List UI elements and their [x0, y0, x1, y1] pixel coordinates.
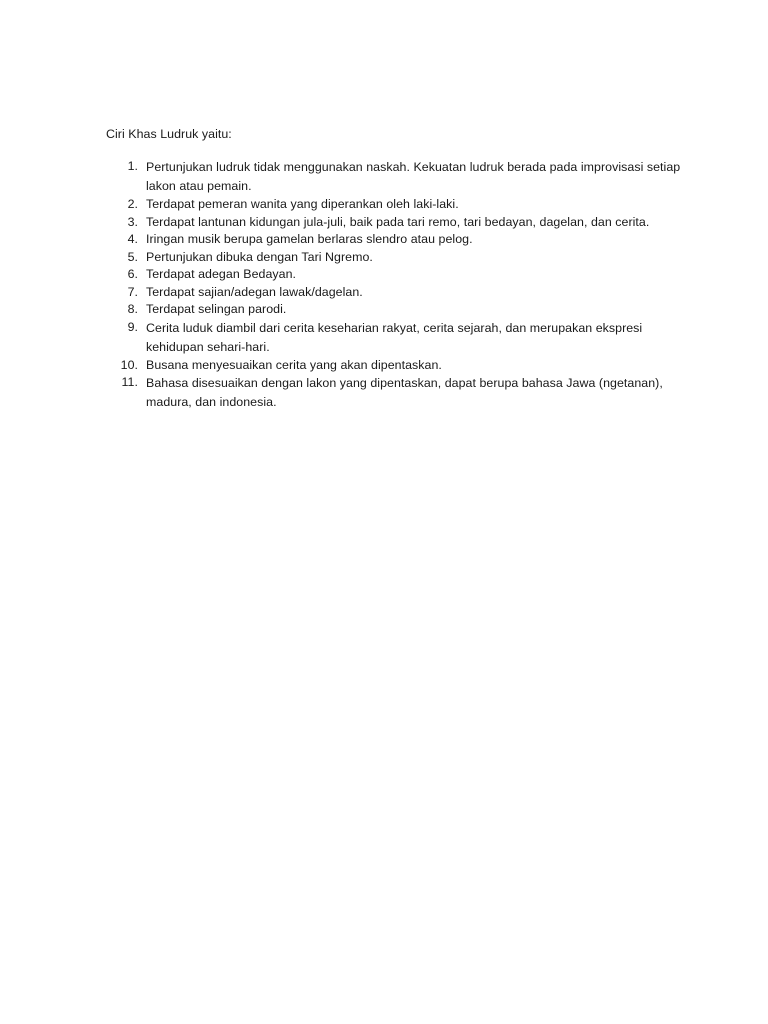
list-item-text: Busana menyesuaikan cerita yang akan dipentaskan.: [146, 357, 442, 372]
list-item-number: 7.: [127, 284, 138, 299]
list-item: [106, 231, 686, 249]
list-item-number: 6.: [127, 267, 138, 281]
list-item-text: Terdapat pemeran wanita yang diperankan oleh laki-laki.: [146, 197, 459, 211]
list-item-text: Terdapat lantunan kidungan jula-juli, baik pada tari remo, tari bedayan, dagelan, dan cerita.: [146, 214, 650, 229]
list-item-text: Pertunjukan ludruk tidak menggunakan naskah. Kekuatan ludruk berada pada improvisasi setiap lakon atau pemain.: [146, 160, 681, 193]
characteristics-list: [106, 158, 686, 412]
list-item-number: 1.: [127, 159, 138, 173]
list-item-text: Terdapat selingan parodi.: [146, 302, 287, 316]
list-item-text: Terdapat adegan Bedayan.: [146, 267, 297, 281]
list-item: [106, 158, 686, 196]
list-item: [106, 266, 686, 284]
list-item: [106, 249, 686, 267]
list-item: [106, 301, 686, 319]
list-item: [106, 357, 686, 375]
list-item: [106, 214, 686, 232]
list-item: [106, 319, 686, 357]
list-item-number: 8.: [127, 302, 138, 316]
list-item: [106, 284, 686, 302]
list-item-number: 5.: [127, 249, 138, 264]
list-item-number: 2.: [127, 197, 138, 211]
list-item-text: Terdapat sajian/adegan lawak/dagelan.: [146, 284, 363, 299]
list-item-text: Iringan musik berupa gamelan berlaras slendro atau pelog.: [146, 232, 473, 246]
list-item-number: 4.: [127, 232, 138, 246]
document-heading: Ciri Khas Ludruk yaitu:: [106, 127, 232, 141]
list-item: [106, 374, 686, 412]
list-item-number: 9.: [127, 319, 138, 334]
list-item-text: Bahasa disesuaikan dengan lakon yang dipentaskan, dapat berupa bahasa Jawa (ngetanan), madura, dan indonesia.: [146, 376, 663, 409]
list-item-number: 10.: [120, 357, 138, 372]
list-item-number: 11.: [121, 375, 138, 389]
document-content: [106, 125, 686, 412]
list-item-text: Pertunjukan dibuka dengan Tari Ngremo.: [146, 249, 373, 264]
list-item-text: Cerita luduk diambil dari cerita keseharian rakyat, cerita sejarah, dan merupakan ekspresi kehidupan sehari-hari.: [146, 320, 643, 354]
list-item-number: 3.: [127, 214, 138, 229]
list-item: [106, 196, 686, 214]
